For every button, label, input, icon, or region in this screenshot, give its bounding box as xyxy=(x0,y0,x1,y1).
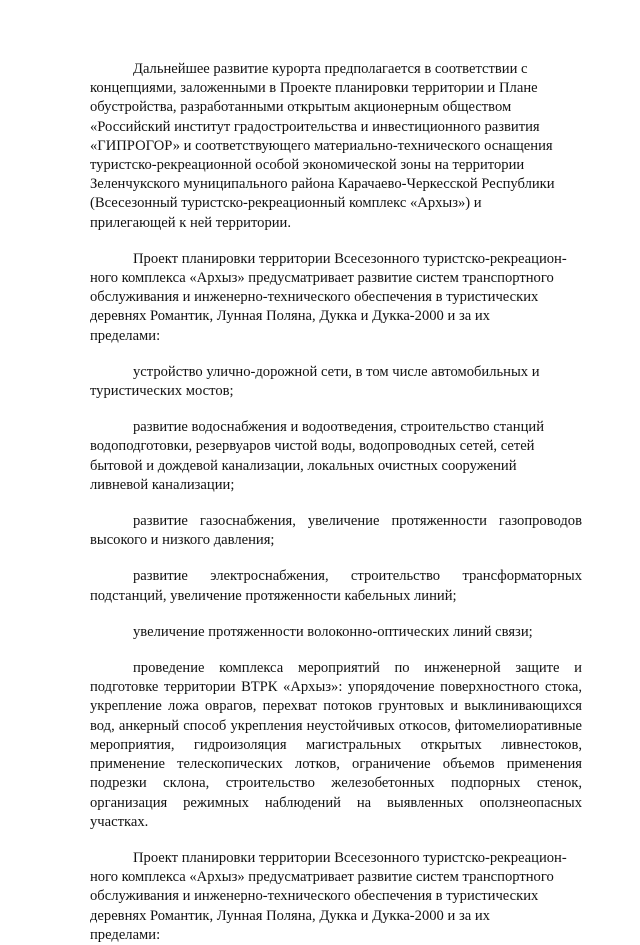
paragraph-spacer xyxy=(90,346,582,363)
paragraph-planning-project: Проект планировки территории Всесезонного туристско-рекреацион- ного комплекса «Архыз» предусматривает развитие систем транспортного обслуживания и инженерно-технического обеспечения в туристических деревнях Романтик, Лунная Поляна, Дукка и Дукка-2000 и за их пределами: xyxy=(90,250,567,344)
paragraph-resort-development: Дальнейшее развитие курорта предполагается в соответствии с концепциями, заложенными в Проекте планировки территории и Плане обустройства, разработанными открытым акционерным обществом «Российский институт градостроительства и инвестиционного развития «ГИПРОГОР» и соответствующего материально-технического оснащения туристско-рекреационной особой экономической зоны на территории Зеленчукского муниципального района Карачаево-Черкесской Республики (Всесезонный туристско-рекреационный комплекс «Архыз») и прилегающей к ней территории. xyxy=(90,61,555,231)
paragraph-spacer xyxy=(90,401,582,418)
document-page xyxy=(90,60,582,945)
paragraph-spacer xyxy=(90,832,582,849)
list-item-fiber-optic: увеличение протяженности волоконно-оптических линий связи; xyxy=(133,623,533,640)
paragraph-spacer xyxy=(90,642,582,659)
paragraph-spacer xyxy=(90,495,582,512)
paragraph-spacer xyxy=(90,550,582,567)
list-item-road-network: устройство улично-дорожной сети, в том числе автомобильных и туристических мостов; xyxy=(90,363,540,400)
paragraph-planning-project-repeat: Проект планировки территории Всесезонного туристско-рекреацион- ного комплекса «Архыз» предусматривает развитие систем транспортного обслуживания и инженерно-технического обеспечения в туристических деревнях Романтик, Лунная Поляна, Дукка и Дукка-2000 и за их пределами: xyxy=(90,849,567,943)
list-item-power-supply: развитие электроснабжения, строительство трансформаторных подстанций, увеличение протяженности кабельных линий; xyxy=(90,568,582,604)
list-item-gas-supply: развитие газоснабжения, увеличение протяженности газопроводов высокого и низкого давления; xyxy=(90,513,582,549)
paragraph-spacer xyxy=(90,233,582,250)
list-item-water-supply: развитие водоснабжения и водоотведения, строительство станций водоподготовки, резервуаров чистой воды, водопроводных сетей, сетей бытовой и дождевой канализации, локальных очистных сооружений ливневой канализации; xyxy=(90,419,545,493)
paragraph-spacer xyxy=(90,606,582,623)
list-item-engineering-protection: проведение комплекса мероприятий по инженерной защите и подготовке территории ВТРК «Архыз»: упорядочение поверхностного стока, укрепление ложа оврагов, перехват потоков грунтовых и выклинивающихся вод, анкерный способ укрепления неустойчивых откосов, фитомелиоративные мероприятия, гидроизоляция магистральных открытых ливнестоков, применение телескопических лотков, ограничение объемов применения подрезки склона, строительство железобетонных подпорных стенок, организация режимных наблюдений на выявленных оползнеопасных участках. xyxy=(90,660,582,830)
